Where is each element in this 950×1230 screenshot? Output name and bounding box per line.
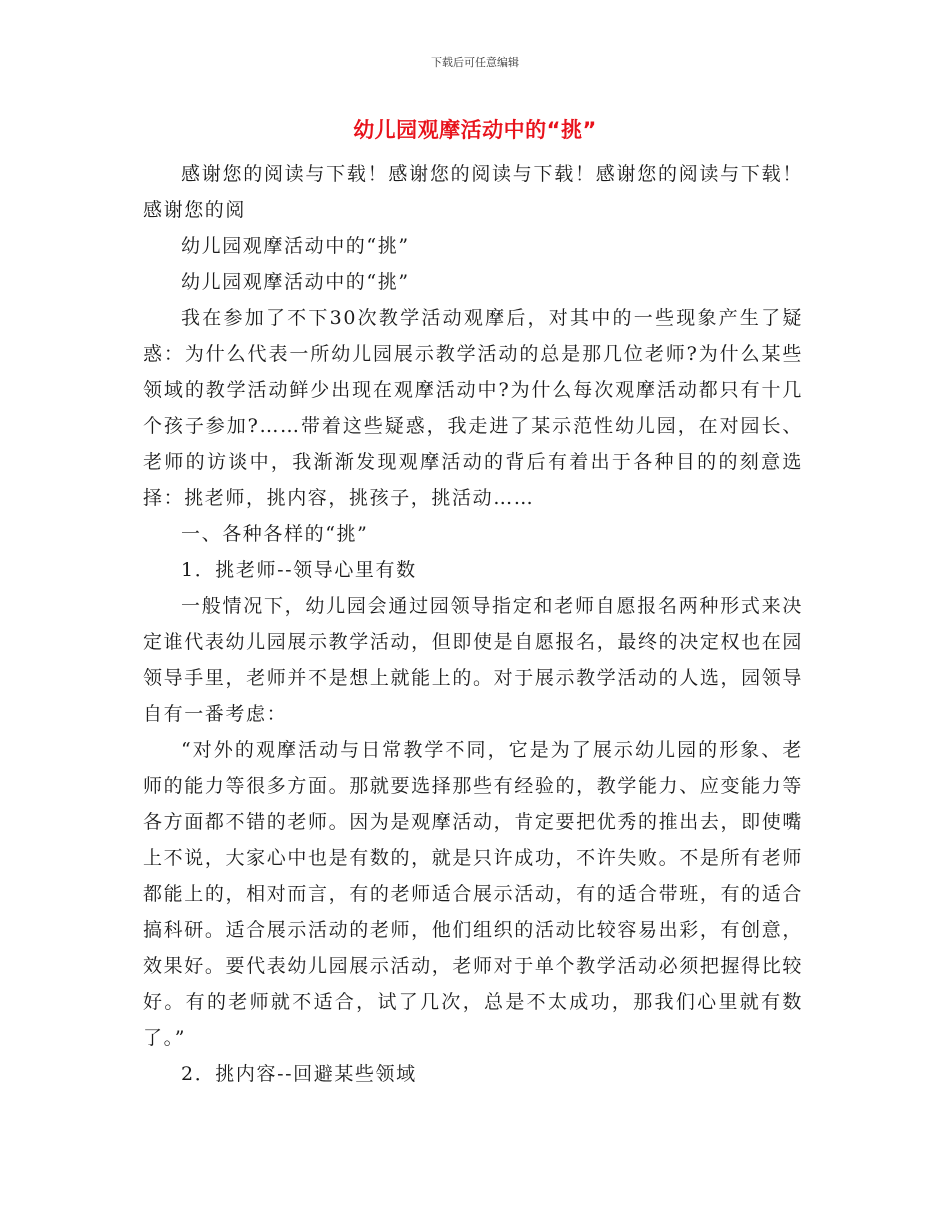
paragraph-subtitle-1: 幼儿园观摩活动中的“挑”: [181, 235, 410, 257]
paragraph-subtitle-2: 幼儿园观摩活动中的“挑”: [181, 271, 410, 293]
paragraph-teacher-selection: 一般情况下，幼儿园会通过园领导指定和老师自愿报名两种形式来决定谁代表幼儿园展示教学活动，但即使是自愿报名，最终的决定权也在园领导手里，老师并不是想上就能上的。对于展示教学活动的人选，园领导自有一番考虑：: [143, 595, 803, 725]
header-note: 下载后可任意编辑: [431, 56, 519, 69]
subsection-heading-2: 2．挑内容--回避某些领域: [181, 1063, 417, 1085]
section-heading-1: 一、各种各样的“挑”: [181, 523, 369, 545]
paragraph-intro: 我在参加了不下30次教学活动观摩后，对其中的一些现象产生了疑惑：为什么代表一所幼儿园展示教学活动的总是那几位老师?为什么某些领域的教学活动鲜少出现在观摩活动中?为什么每次观摩活动都只有十几个孩子参加?……带着这些疑惑，我走进了某示范性幼儿园，在对园长、老师的访谈中，我渐渐发现观摩活动的背后有着出于各种目的的刻意选择：挑老师，挑内容，挑孩子，挑活动……: [143, 307, 803, 509]
subsection-heading-1: 1．挑老师--领导心里有数: [181, 559, 417, 581]
paragraph-quote: “对外的观摩活动与日常教学不同，它是为了展示幼儿园的形象、老师的能力等很多方面。那就要选择那些有经验的，教学能力、应变能力等各方面都不错的老师。因为是观摩活动，肯定要把优秀的推出去，即使嘴上不说，大家心中也是有数的，就是只许成功，不许失败。不是所有老师都能上的，相对而言，有的老师适合展示活动，有的适合带班，有的适合搞科研。适合展示活动的老师，他们组织的活动比较容易出彩，有创意，效果好。要代表幼儿园展示活动，老师对于单个教学活动必须把握得比较好。有的老师就不适合，试了几次，总是不太成功，那我们心里就有数了。”: [143, 739, 803, 1049]
document-title: 幼儿园观摩活动中的“挑”: [353, 118, 597, 142]
document-body: [143, 156, 803, 1092]
paragraph-thanks: 感谢您的阅读与下载！感谢您的阅读与下载！感谢您的阅读与下载！感谢您的阅: [143, 163, 803, 221]
